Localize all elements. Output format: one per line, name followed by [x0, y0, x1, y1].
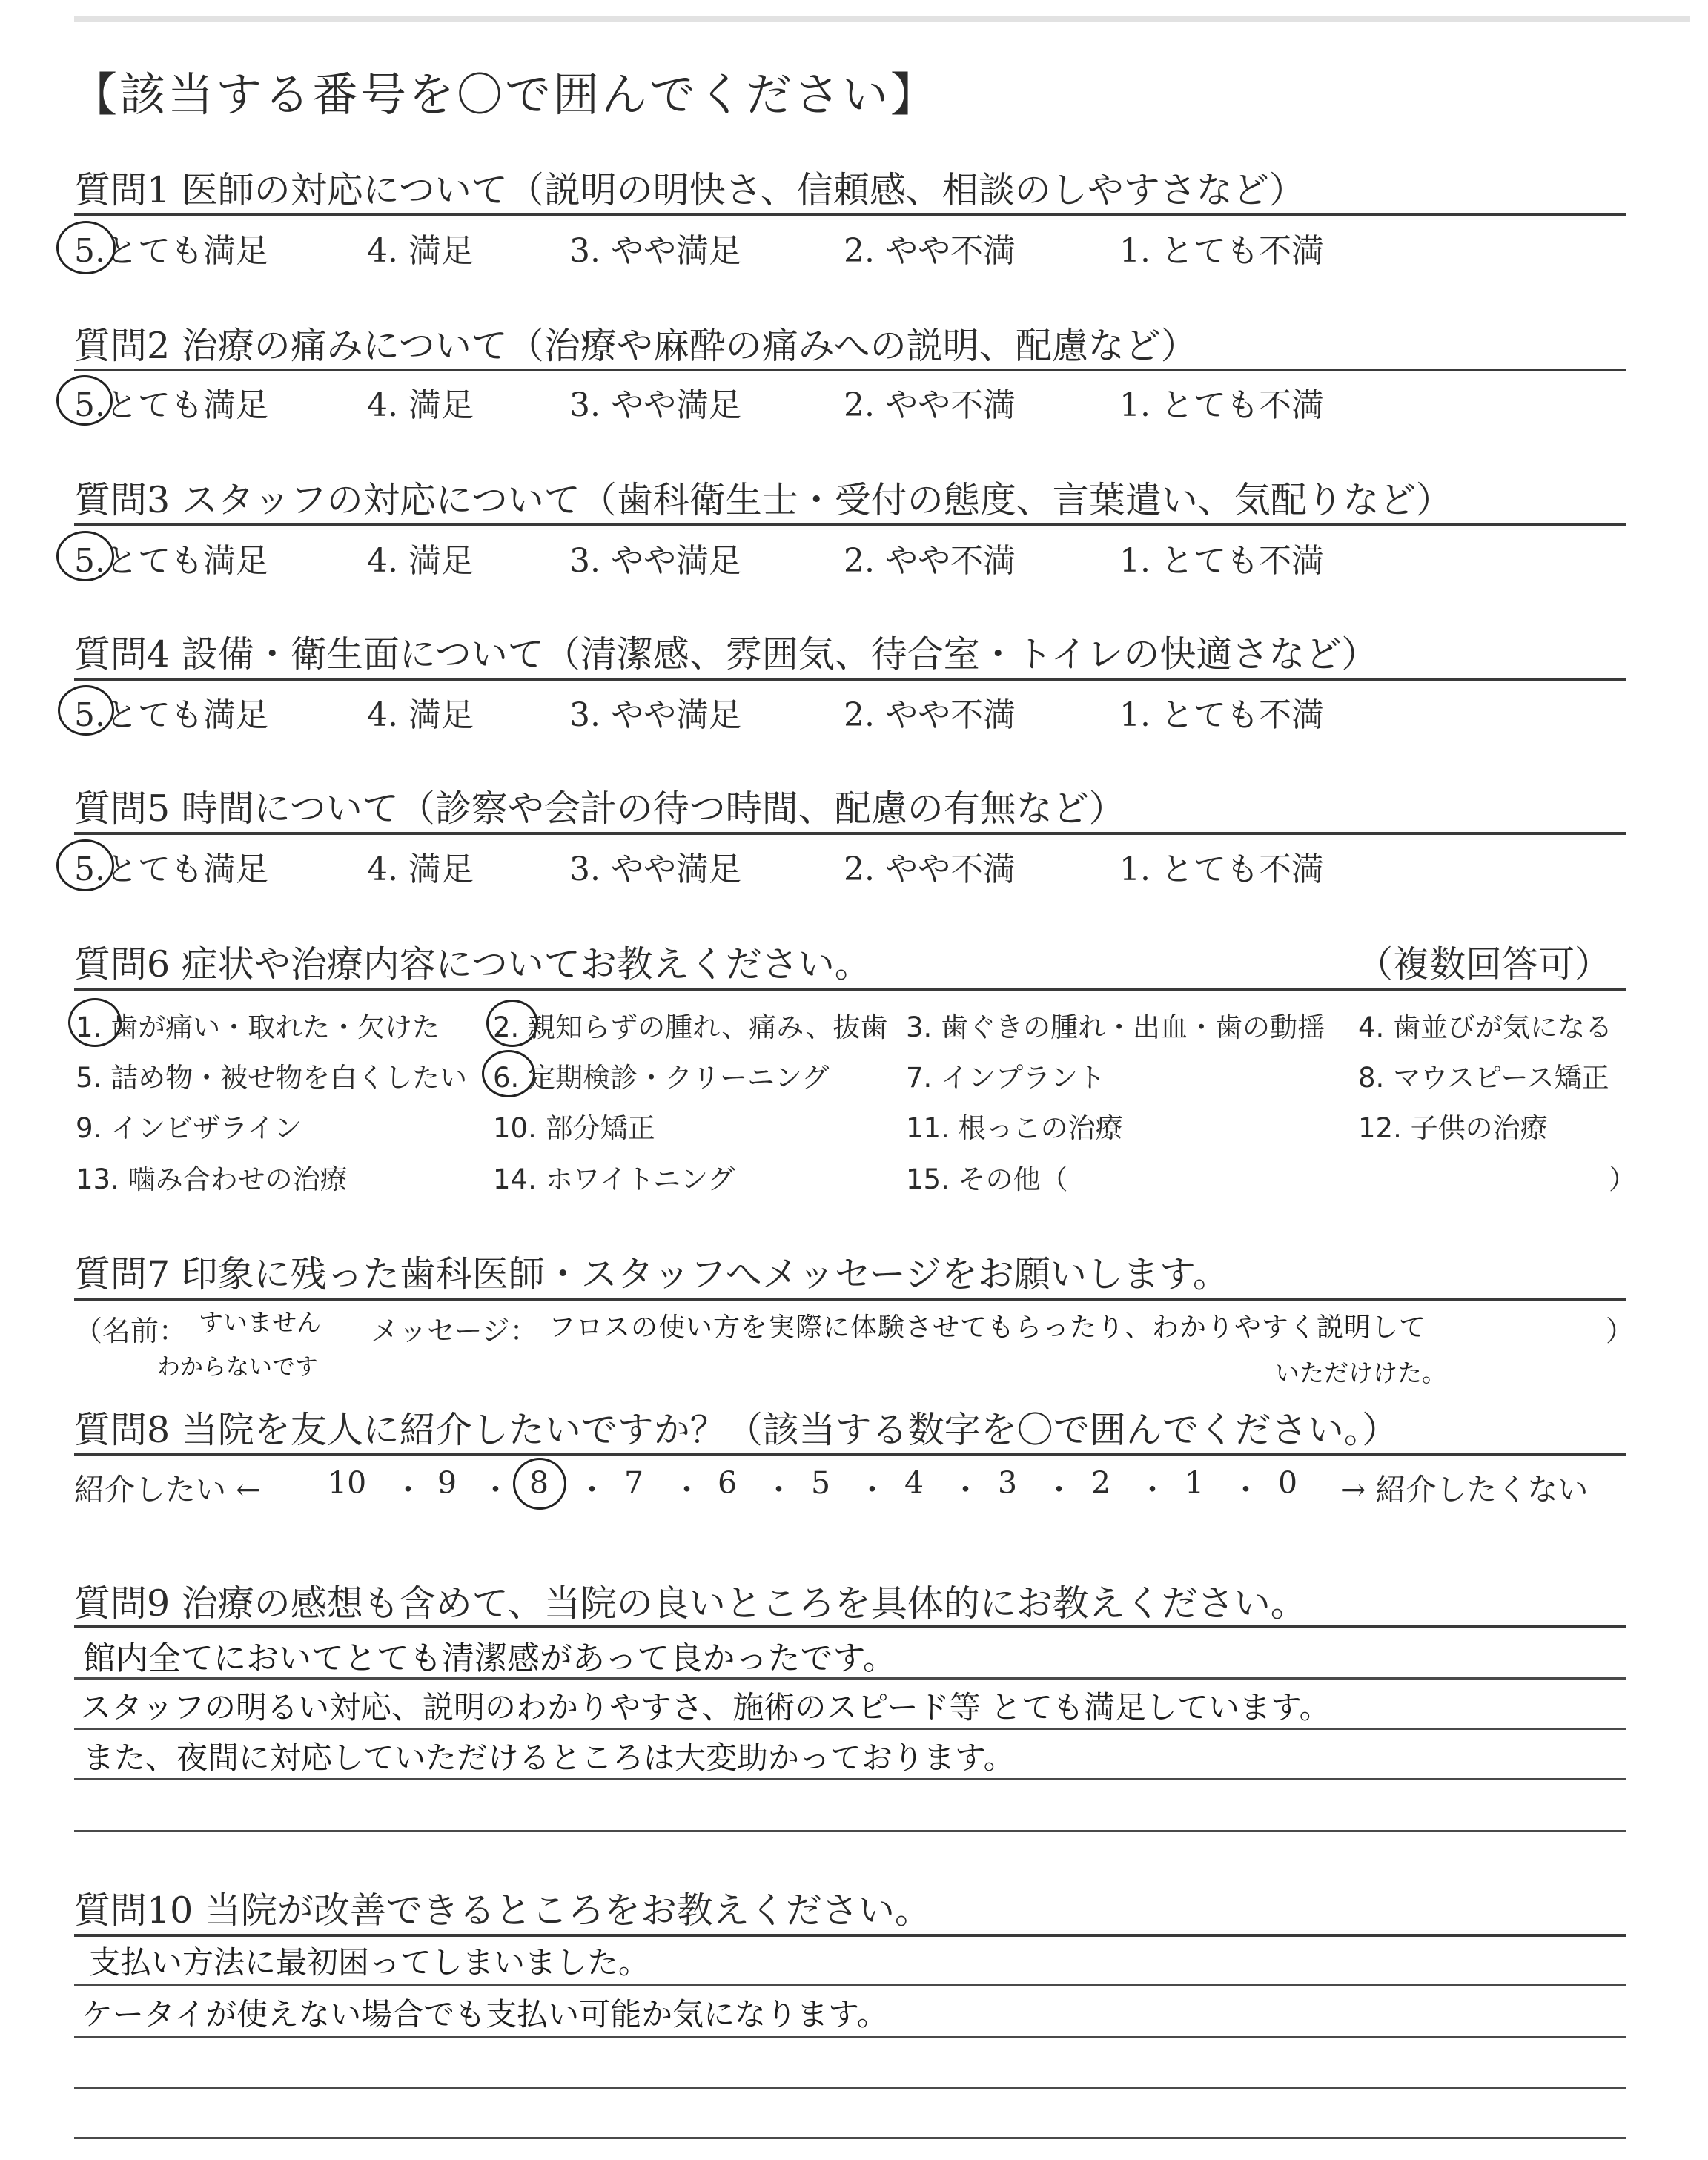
q5-option-5[interactable]: 5.とても満足 [74, 851, 268, 888]
q6-selection-circle-2 [486, 1000, 538, 1047]
q8-label: 質問8 当院を友人に紹介したいですか？（該当する数字を〇で囲んでください。） [74, 1409, 1399, 1451]
scale-dot: ・ [950, 1472, 981, 1507]
q7-name-line-2: わからないです [157, 1354, 318, 1381]
q2-label: 質問2 治療の痛みについて（治療や麻酔の痛みへの説明、配慮など） [74, 325, 1197, 367]
q4-option-5[interactable]: 5.とても満足 [74, 696, 268, 734]
q1-option-2[interactable]: 2. やや不満 [844, 232, 1016, 270]
q7-label: 質問7 印象に残った歯科医師・スタッフへメッセージをお願いします。 [74, 1253, 1229, 1295]
scale-dot: ・ [672, 1472, 702, 1507]
q8-rule [74, 1453, 1626, 1456]
q5-option-4[interactable]: 4. 満足 [367, 851, 474, 888]
q5-option-1[interactable]: 1. とても不満 [1119, 851, 1324, 888]
q8-score-0[interactable]: 0 [1278, 1465, 1298, 1501]
q6-option-3[interactable]: 3. 歯ぐきの腫れ・出血・歯の動揺 [906, 1011, 1325, 1043]
q3-selection-circle [56, 531, 114, 581]
q4-rule [74, 678, 1626, 681]
q9-answer-line-3 [74, 1778, 1626, 1780]
q8-left-label: 紹介したい ← [74, 1472, 262, 1507]
q3-option-5[interactable]: 5.とても満足 [74, 542, 268, 580]
q4-option-1[interactable]: 1. とても不満 [1119, 696, 1324, 734]
q7-rule [74, 1298, 1626, 1301]
q4-selection-circle [58, 685, 114, 736]
q6-option-13[interactable]: 13. 噛み合わせの治療 [76, 1163, 348, 1195]
q2-selection-circle [56, 375, 113, 426]
q10-answer-text-1: 支払い方法に最初困ってしまいました。 [89, 1944, 650, 1981]
q6-multiple-note: （複数回答可） [1357, 943, 1612, 985]
q6-option-6[interactable]: 6. 定期検診・クリーニング [493, 1062, 830, 1094]
q6-option-14[interactable]: 14. ホワイトニング [493, 1163, 735, 1195]
q6-option-11[interactable]: 11. 根っこの治療 [906, 1112, 1123, 1144]
q2-option-3[interactable]: 3. やや満足 [569, 386, 741, 424]
q4-option-2[interactable]: 2. やや不満 [844, 696, 1016, 734]
q8-score-10[interactable]: 10 [328, 1465, 367, 1501]
q3-option-2[interactable]: 2. やや不満 [844, 542, 1016, 580]
q10-label: 質問10 当院が改善できるところをお教えください。 [74, 1889, 931, 1932]
q7-close-paren: ） [1606, 1315, 1635, 1347]
q7-name-line-1: すいません [199, 1308, 321, 1337]
q6-selection-circle-1 [68, 998, 122, 1047]
q2-option-2[interactable]: 2. やや不満 [844, 386, 1016, 424]
q3-rule [74, 523, 1626, 526]
q8-score-5[interactable]: 5 [811, 1465, 831, 1501]
q3-option-3[interactable]: 3. やや満足 [569, 542, 741, 580]
q2-rule [74, 369, 1626, 371]
scale-dot: ・ [577, 1472, 607, 1507]
q3-label: 質問3 スタッフの対応について（歯科衛生士・受付の態度、言葉遣い、気配りなど） [74, 479, 1452, 521]
q8-score-4[interactable]: 4 [904, 1465, 924, 1501]
q2-option-1[interactable]: 1. とても不満 [1119, 386, 1324, 424]
q2-option-5[interactable]: 5.とても満足 [74, 386, 268, 424]
scale-dot: ・ [393, 1472, 423, 1507]
q3-option-1[interactable]: 1. とても不満 [1119, 542, 1324, 580]
q9-answer-line-4 [74, 1830, 1626, 1832]
q9-label: 質問9 治療の感想も含めて、当院の良いところを具体的にお教えください。 [74, 1582, 1307, 1625]
q2-option-4[interactable]: 4. 満足 [367, 386, 474, 424]
q6-option-2[interactable]: 2. 親知らずの腫れ、痛み、抜歯 [493, 1011, 888, 1043]
q6-option-15[interactable]: 15. その他（ [906, 1163, 1068, 1195]
scale-dot: ・ [764, 1472, 794, 1507]
q5-selection-circle [56, 839, 114, 891]
q10-answer-text-2: ケータイが使えない場合でも支払い可能か気になります。 [82, 1996, 888, 2032]
q6-option-4[interactable]: 4. 歯並びが気になる [1358, 1011, 1613, 1043]
q7-message-label: メッセージ： [371, 1315, 538, 1347]
instruction-title: 【該当する番号を〇で囲んでください】 [71, 67, 939, 122]
q6-option-8[interactable]: 8. マウスピース矯正 [1358, 1062, 1609, 1094]
scale-dot: ・ [857, 1472, 887, 1507]
q9-answer-text-2: スタッフの明るい対応、説明のわかりやすさ、施術のスピード等 とても満足しています。 [80, 1689, 1331, 1725]
q8-selection-circle [513, 1458, 566, 1510]
q10-answer-line-4 [74, 2137, 1626, 2139]
q10-answer-line-2 [74, 2036, 1626, 2038]
q8-score-2[interactable]: 2 [1091, 1465, 1111, 1501]
q9-answer-line-2 [74, 1728, 1626, 1730]
q8-score-3[interactable]: 3 [998, 1465, 1018, 1501]
q6-option-7[interactable]: 7. インプラント [906, 1062, 1106, 1094]
scale-dot: ・ [1137, 1472, 1168, 1507]
q6-option-5[interactable]: 5. 詰め物・被せ物を白くしたい [76, 1062, 468, 1094]
q1-selection-circle [56, 221, 116, 274]
q7-message-line-2: いただけけた。 [1275, 1358, 1446, 1387]
q6-option-1[interactable]: 1. 歯が痛い・取れた・欠けた [76, 1011, 440, 1043]
q6-option-12[interactable]: 12. 子供の治療 [1358, 1112, 1548, 1144]
q1-label: 質問1 医師の対応について（説明の明快さ、信頼感、相談のしやすさなど） [74, 169, 1305, 211]
q6-rule [74, 988, 1626, 991]
q1-option-5[interactable]: 5.とても満足 [74, 232, 268, 270]
q4-label: 質問4 設備・衛生面について（清潔感、雰囲気、待合室・トイレの快適さなど） [74, 633, 1378, 676]
q3-option-4[interactable]: 4. 満足 [367, 542, 474, 580]
q10-answer-line-1 [74, 1984, 1626, 1986]
q6-label: 質問6 症状や治療内容についてお教えください。 [74, 943, 871, 985]
q4-option-3[interactable]: 3. やや満足 [569, 696, 741, 734]
q6-other-close-paren: ） [1609, 1163, 1636, 1195]
q6-selection-circle-6 [482, 1050, 535, 1097]
q8-score-7[interactable]: 7 [624, 1465, 644, 1501]
q4-option-4[interactable]: 4. 満足 [367, 696, 474, 734]
scale-dot: ・ [480, 1472, 511, 1507]
q9-answer-text-1: 館内全てにおいてとても清潔感があって良かったです。 [83, 1639, 896, 1677]
q5-option-2[interactable]: 2. やや不満 [844, 851, 1016, 888]
q8-score-6[interactable]: 6 [718, 1465, 738, 1501]
q7-message-line-1: フロスの使い方を実際に体験させてもらったり、わかりやすく説明して [549, 1312, 1427, 1343]
q8-score-9[interactable]: 9 [437, 1465, 457, 1501]
q10-answer-line-3 [74, 2087, 1626, 2089]
q5-option-3[interactable]: 3. やや満足 [569, 851, 741, 888]
q6-option-9[interactable]: 9. インビザライン [76, 1112, 302, 1144]
q9-rule [74, 1625, 1626, 1628]
q8-score-1[interactable]: 1 [1185, 1465, 1205, 1501]
q6-option-10[interactable]: 10. 部分矯正 [493, 1112, 655, 1144]
q7-name-label: （名前： [74, 1315, 188, 1347]
q8-right-label: → 紹介したくない [1340, 1472, 1589, 1507]
q9-answer-text-3: また、夜間に対応していただけるところは大変助かっております。 [83, 1740, 1015, 1776]
q8-score-8[interactable]: 8 [529, 1465, 549, 1501]
q10-rule [74, 1934, 1626, 1937]
q1-option-3[interactable]: 3. やや満足 [569, 232, 741, 270]
scale-dot: ・ [1231, 1472, 1261, 1507]
q5-label: 質問5 時間について（診察や会計の待つ時間、配慮の有無など） [74, 787, 1125, 830]
q1-option-4[interactable]: 4. 満足 [367, 232, 474, 270]
q1-option-1[interactable]: 1. とても不満 [1119, 232, 1324, 270]
q5-rule [74, 832, 1626, 835]
scan-edge [74, 16, 1690, 22]
scale-dot: ・ [1044, 1472, 1074, 1507]
q1-rule [74, 213, 1626, 216]
